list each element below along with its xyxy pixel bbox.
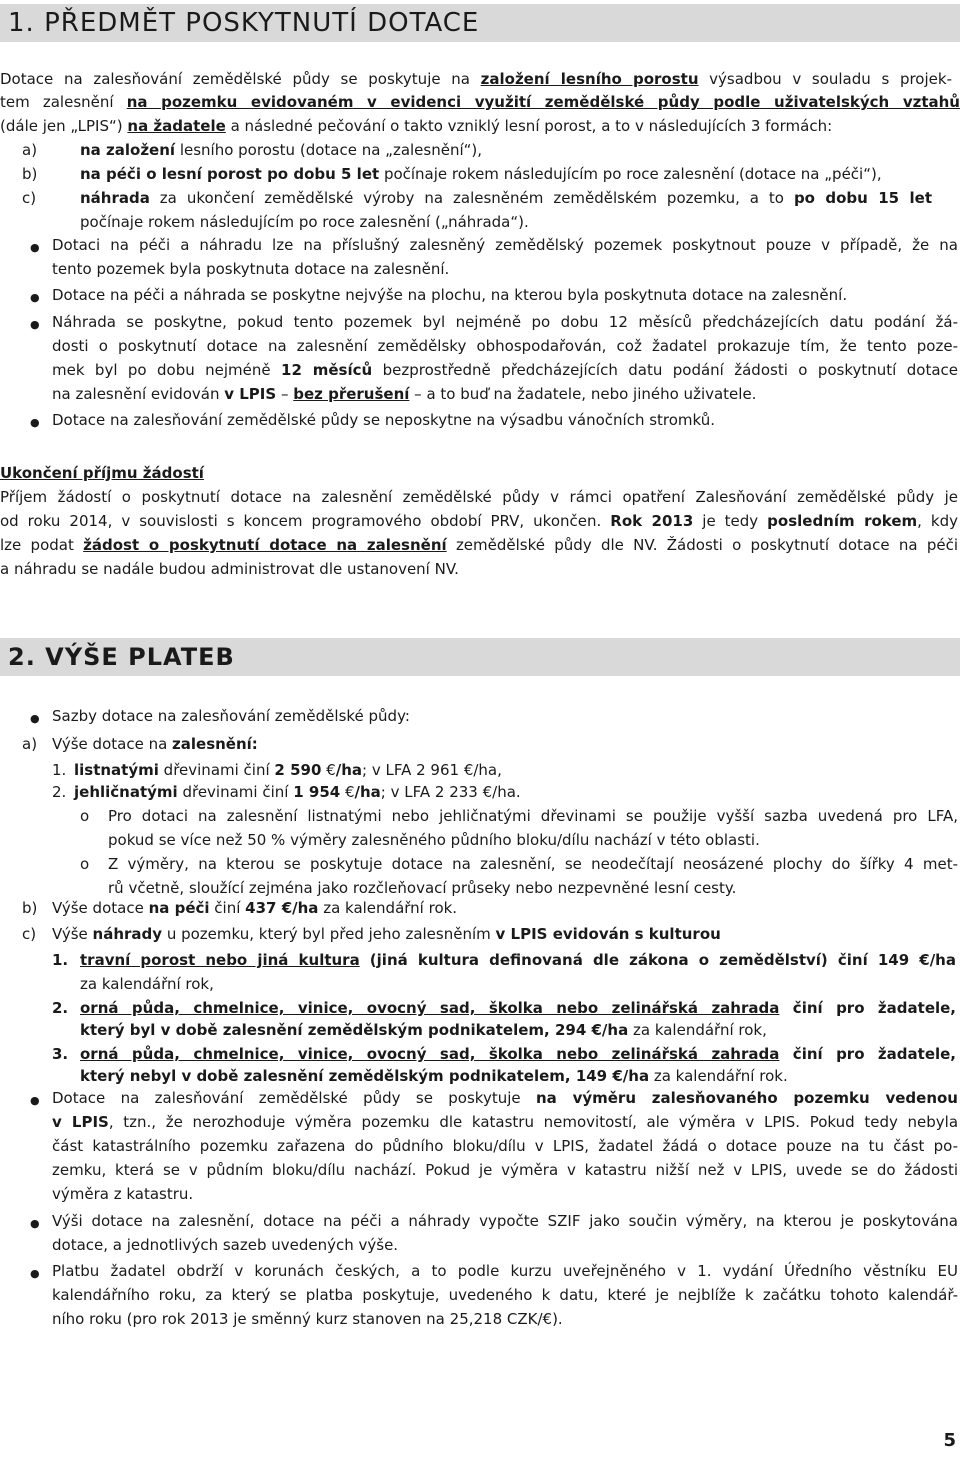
- payment-line-1: Platbu žadatel obdrží v korunách českých, a to podle kurzu uveřejněného v 1. vydání Úředního věstníku EU: [52, 1262, 958, 1280]
- section-1-title: 1. PŘEDMĚT POSKYTNUTÍ DOTACE: [0, 4, 960, 42]
- lpis-line-3: část katastrálního pozemku zařazena do půdního bloku/dílu v LPIS, žadatel žádá o dotace pouze na tu část po-: [52, 1137, 958, 1155]
- rate-a: Výše dotace na zalesnění:: [52, 735, 258, 753]
- bullet: ●: [30, 1267, 40, 1280]
- lpis-line-2: v LPIS, tzn., že nerozhoduje výměra pozemku dle katastru nemovitostí, ale výměra v LPIS. Pokud tedy nebyla: [52, 1113, 959, 1131]
- rate-a-mark: a): [22, 735, 38, 753]
- form-c: náhrada za ukončení zemědělské výroby na zalesněném zemědělském pozemku, a to po dobu 15 let: [80, 189, 932, 207]
- lfa-note-line-1: Pro dotaci na zalesnění listnatými nebo jehličnatými dřevinami se použije vyšší sazba uvedená pro LFA,: [108, 807, 958, 825]
- rate-c2-mark: 2.: [52, 999, 69, 1017]
- termination-line-2: od roku 2014, v souvislosti s koncem programového období PRV, ukončen. Rok 2013 je tedy posledním rokem, kdy: [0, 512, 958, 530]
- bullet: ●: [30, 712, 40, 725]
- sub-mark: o: [80, 807, 90, 825]
- bullet-1-line-1: Dotaci na péči a náhradu lze na příslušný zalesněný zemědělský pozemek poskytnout pouze v případě, že na: [52, 236, 958, 254]
- bullet-3-line-4: na zalesnění evidován v LPIS – bez přerušení – a to buď na žadatele, nebo jiného uživatele.: [52, 385, 757, 403]
- rate-a1-mark: 1.: [52, 761, 67, 779]
- rate-c3-line-2: který nebyl v době zalesnění zemědělským podnikatelem, 149 €/ha za kalendářní rok.: [80, 1067, 788, 1085]
- bullet-3-line-1: Náhrada se poskytne, pokud tento pozemek byl nejméně po dobu 12 měsíců předcházejících datu podání žá-: [52, 313, 958, 331]
- bullet-3-line-3: mek byl po dobu nejméně 12 měsíců bezprostředně předcházejících datu podání žádosti o poskytnutí dotace: [52, 361, 958, 379]
- page-number: 5: [943, 1429, 956, 1451]
- payment-line-2: kalendářního roku, za který se platba poskytuje, uvedeného k datu, které je nejblíže k začátku tohoto kalendář-: [52, 1286, 958, 1304]
- intro-line-3: (dále jen „LPIS“) na žadatele a následné pečování o takto vzniklý lesní porost, a to v následujících 3 formách:: [0, 117, 833, 135]
- section-2-title: 2. VÝŠE PLATEB: [0, 638, 960, 676]
- termination-line-3: lze podat žádost o poskytnutí dotace na zalesnění zemědělské půdy dle NV. Žádosti o poskytnutí dotace na péči: [0, 536, 958, 554]
- bullet: ●: [30, 241, 40, 254]
- rate-b: Výše dotace na péči činí 437 €/ha za kalendářní rok.: [52, 899, 458, 917]
- termination-line-4: a náhradu se nadále budou administrovat dle ustanovení NV.: [0, 560, 459, 578]
- rates-intro: Sazby dotace na zalesňování zemědělské půdy:: [52, 707, 410, 725]
- rate-c-mark: c): [22, 925, 37, 943]
- bullet-4: Dotace na zalesňování zemědělské půdy se neposkytne na výsadbu vánočních stromků.: [52, 411, 716, 429]
- rate-a1: listnatými dřevinami činí 2 590 €/ha; v LFA 2 961 €/ha,: [74, 761, 502, 779]
- bullet: ●: [30, 1217, 40, 1230]
- rate-a2: jehličnatými dřevinami činí 1 954 €/ha; v LFA 2 233 €/ha.: [74, 783, 521, 801]
- form-c-mark: c): [22, 189, 37, 207]
- form-a: na založení lesního porostu (dotace na „zalesnění“),: [80, 141, 483, 159]
- lpis-line-4: zemku, která se v půdním bloku/dílu nachází. Pokud je výměra v katastru nižší než v LPIS, uvede se do žádosti: [52, 1161, 958, 1179]
- termination-line-1: Příjem žádostí o poskytnutí dotace na zalesnění zemědělské půdy v rámci opatření Zalesňování zemědělské půdy je: [0, 488, 958, 506]
- rate-c1-mark: 1.: [52, 951, 69, 969]
- form-b: na péči o lesní porost po dobu 5 let počínaje rokem následujícím po roce zalesnění (dotace na „péči“),: [80, 165, 882, 183]
- lpis-line-5: výměra z katastru.: [52, 1185, 194, 1203]
- rate-c: Výše náhrady u pozemku, který byl před jeho zalesněním v LPIS evidován s kulturou: [52, 925, 721, 943]
- bullet-2: Dotace na péči a náhrada se poskytne nejvýše na plochu, na kterou byla poskytnuta dotace na zalesnění.: [52, 286, 848, 304]
- rate-b-mark: b): [22, 899, 38, 917]
- calc-line-1: Výši dotace na zalesnění, dotace na péči a náhrady vypočte SZIF jako součin výměry, na kterou je poskytována: [52, 1212, 958, 1230]
- rate-a2-mark: 2.: [52, 783, 67, 801]
- termination-heading: Ukončení příjmu žádostí: [0, 464, 204, 482]
- bullet: ●: [30, 416, 40, 429]
- rate-c1-line-1: travní porost nebo jiná kultura (jiná kultura definovaná dle zákona o zemědělství) činí 149 €/ha: [80, 951, 956, 969]
- intro-line-1: Dotace na zalesňování zemědělské půdy se poskytuje na založení lesního porostu výsadbou v souladu s projek-: [0, 70, 952, 88]
- bullet-1-line-2: tento pozemek byla poskytnuta dotace na zalesnění.: [52, 260, 450, 278]
- rate-c2-line-2: který byl v době zalesnění zemědělským podnikatelem, 294 €/ha za kalendářní rok,: [80, 1021, 767, 1039]
- rate-c3-mark: 3.: [52, 1045, 69, 1063]
- lfa-note-line-2: pokud se více než 50 % výměry zalesněného půdního bloku/dílu nachází v této oblasti.: [108, 831, 760, 849]
- area-note-line-1: Z výměry, na kterou se poskytuje dotace na zalesnění, se neodečítají neosázené plochy do šířky 4 met-: [108, 855, 958, 873]
- calc-line-2: dotace, a jednotlivých sazeb uvedených výše.: [52, 1236, 399, 1254]
- bullet: ●: [30, 1094, 40, 1107]
- bullet: ●: [30, 318, 40, 331]
- intro-line-2: tem zalesnění na pozemku evidovaném v evidenci využití zemědělské půdy podle uživatelských vztahů: [0, 93, 960, 111]
- lpis-line-1: Dotace na zalesňování zemědělské půdy se poskytuje na výměru zalesňovaného pozemku vedenou: [52, 1089, 958, 1107]
- rate-c1-line-2: za kalendářní rok,: [80, 975, 214, 993]
- form-c-cont: počínaje rokem následujícím po roce zalesnění („náhrada“).: [80, 213, 529, 231]
- rate-c2-line-1: orná půda, chmelnice, vinice, ovocný sad, školka nebo zelinářská zahrada činí pro žadatele,: [80, 999, 957, 1017]
- form-a-mark: a): [22, 141, 38, 159]
- bullet-3-line-2: dosti o poskytnutí dotace na zalesnění zemědělsky obhospodařován, což žadatel prokazuje tím, že tento poze-: [52, 337, 958, 355]
- payment-line-3: ního roku (pro rok 2013 je směnný kurz stanoven na 25,218 CZK/€).: [52, 1310, 563, 1328]
- bullet: ●: [30, 291, 40, 304]
- area-note-line-2: rů včetně, sloužící zejména jako rozčleňovací průseky nebo nezpevněné lesní cesty.: [108, 879, 737, 897]
- sub-mark: o: [80, 855, 90, 873]
- form-b-mark: b): [22, 165, 38, 183]
- rate-c3-line-1: orná půda, chmelnice, vinice, ovocný sad, školka nebo zelinářská zahrada činí pro žadatele,: [80, 1045, 957, 1063]
